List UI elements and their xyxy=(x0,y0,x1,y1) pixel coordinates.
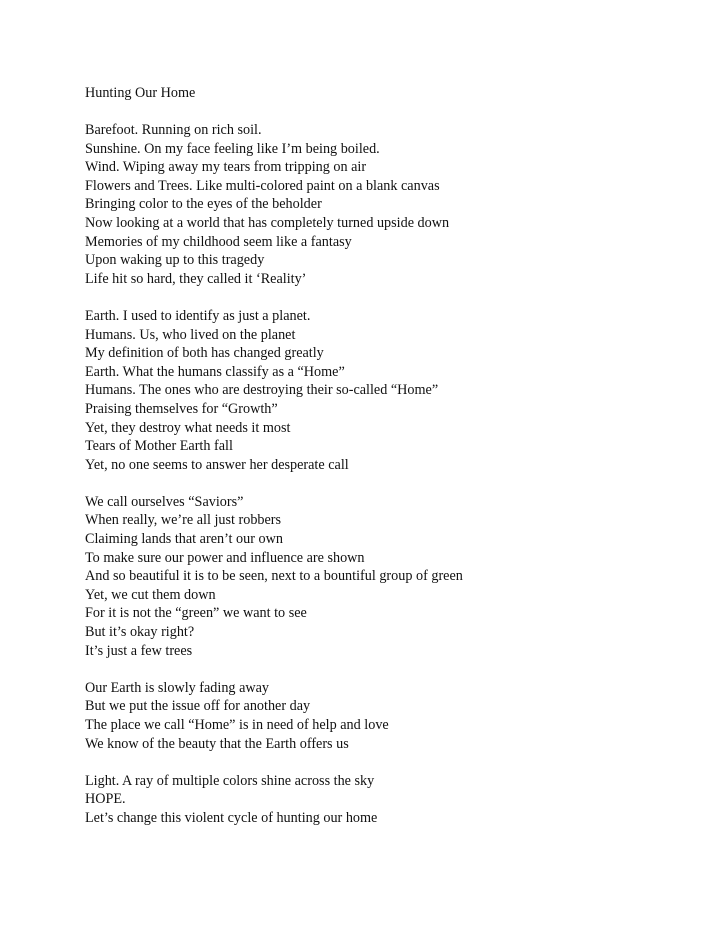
stanza-2 xyxy=(85,307,685,474)
poem-line: But it’s okay right? xyxy=(85,624,195,641)
poem-line: Earth. What the humans classify as a “Home” xyxy=(85,363,345,380)
poem-line: Our Earth is slowly fading away xyxy=(85,679,270,696)
poem-line: Light. A ray of multiple colors shine across the sky xyxy=(85,772,375,789)
poem-line: For it is not the “green” we want to see xyxy=(85,605,307,622)
poem-line: When really, we’re all just robbers xyxy=(85,512,282,529)
poem-line: Memories of my childhood seem like a fantasy xyxy=(85,233,352,250)
poem-line: Barefoot. Running on rich soil. xyxy=(85,122,262,138)
poem-line: We know of the beauty that the Earth offers us xyxy=(85,735,349,752)
poem-line: Claiming lands that aren’t our own xyxy=(85,531,283,548)
stanza-3 xyxy=(85,493,685,660)
poem-line: Wind. Wiping away my tears from tripping on air xyxy=(85,159,367,176)
poem-line: Bringing color to the eyes of the beholder xyxy=(85,196,322,213)
poem-line: HOPE. xyxy=(85,791,126,808)
poem-line: But we put the issue off for another day xyxy=(85,698,311,715)
poem-line: We call ourselves “Saviors” xyxy=(85,493,244,510)
poem-line: The place we call “Home” is in need of help and love xyxy=(85,717,389,733)
poem-title: Hunting Our Home xyxy=(85,85,196,101)
poem-line: To make sure our power and influence are shown xyxy=(85,549,365,566)
poem-body xyxy=(85,121,685,846)
poem-line: And so beautiful it is to be seen, next to a bountiful group of green xyxy=(85,568,463,585)
poem-line: It’s just a few trees xyxy=(85,642,193,659)
poem-line: Upon waking up to this tragedy xyxy=(85,252,265,269)
poem-line: Flowers and Trees. Like multi-colored paint on a blank canvas xyxy=(85,177,440,194)
poem-line: Humans. The ones who are destroying their so-called “Home” xyxy=(85,382,439,399)
poem-line: My definition of both has changed greatly xyxy=(85,345,324,362)
poem-line: Yet, no one seems to answer her desperate call xyxy=(85,456,349,473)
poem-line: Praising themselves for “Growth” xyxy=(85,400,278,417)
poem-line: Earth. I used to identify as just a planet. xyxy=(85,307,311,324)
poem-line: Now looking at a world that has completely turned upside down xyxy=(85,214,450,231)
poem-line: Yet, they destroy what needs it most xyxy=(85,419,291,436)
poem-line: Life hit so hard, they called it ‘Reality’ xyxy=(85,270,307,287)
poem-line: Humans. Us, who lived on the planet xyxy=(85,326,296,343)
poem-line: Tears of Mother Earth fall xyxy=(85,438,233,455)
stanza-4 xyxy=(85,679,685,753)
stanza-5 xyxy=(85,772,685,828)
poem-line: Yet, we cut them down xyxy=(85,586,216,603)
poem-line: Sunshine. On my face feeling like I’m being boiled. xyxy=(85,140,380,157)
poem-line: Let’s change this violent cycle of hunting our home xyxy=(85,809,378,826)
stanza-1 xyxy=(85,121,685,288)
